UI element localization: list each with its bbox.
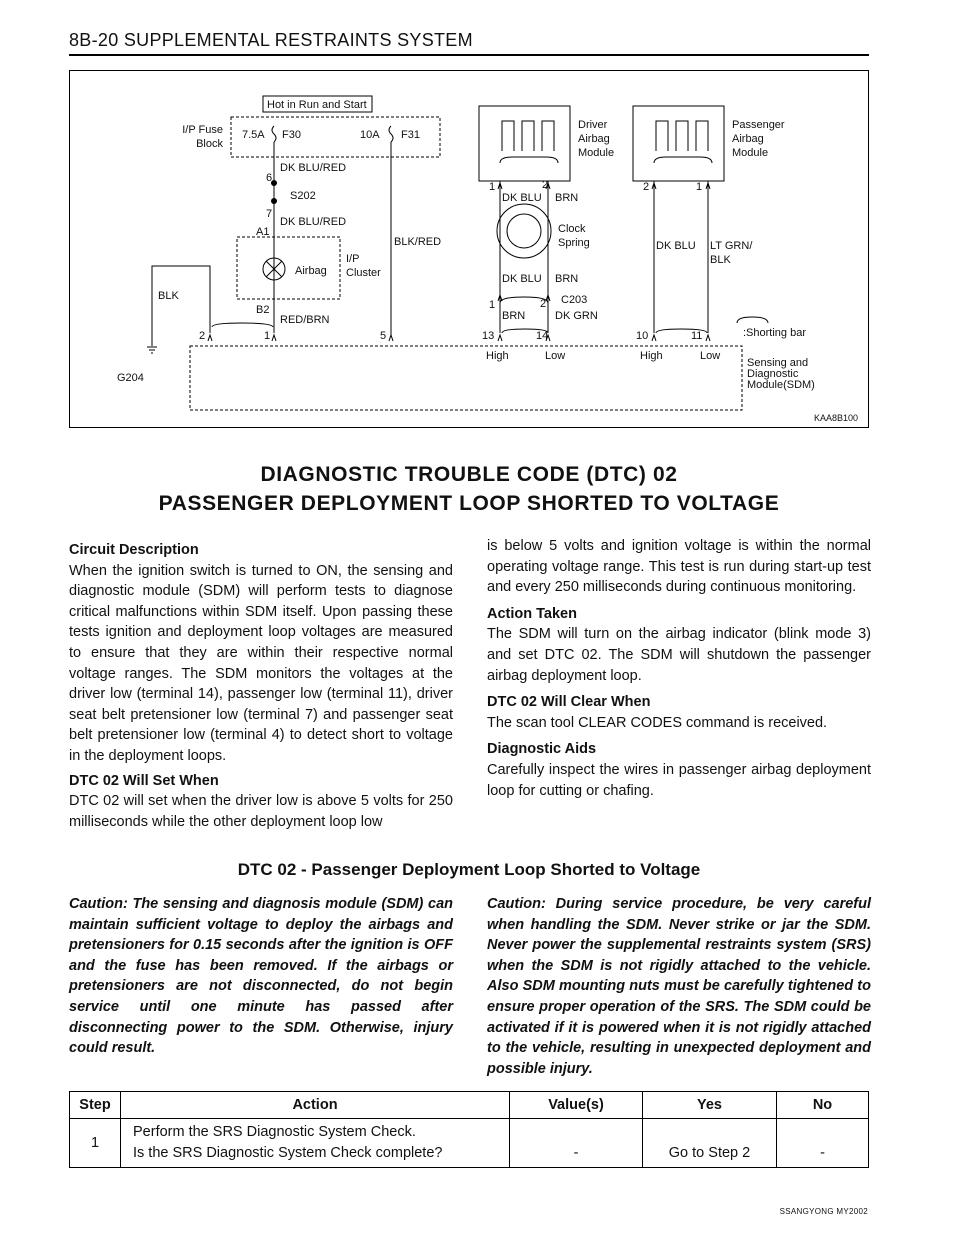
wiring-diagram-svg bbox=[70, 71, 870, 429]
driver-module-box bbox=[479, 106, 570, 181]
wire-brn-3: BRN bbox=[502, 310, 526, 322]
dtc-set-text-continued: is below 5 volts and ignition voltage is within the normal operating voltage range. This test is run during start-up test and every 250 milliseconds during continuous monitoring. bbox=[487, 538, 871, 596]
wire-brn-1: BRN bbox=[555, 192, 579, 204]
high-label-driver: High bbox=[486, 350, 509, 362]
clock-spring-label-1: Clock bbox=[558, 223, 586, 235]
wire-blk: BLK bbox=[158, 290, 179, 302]
fuse-f31-symbol bbox=[389, 126, 393, 142]
action-taken-heading: Action Taken bbox=[487, 605, 577, 622]
passenger-module-label-1: Passenger bbox=[732, 119, 785, 131]
row-step: 1 bbox=[70, 1119, 121, 1168]
row-action-line-1: Perform the SRS Diagnostic System Check. bbox=[133, 1124, 416, 1140]
sdm-pin-14: 14 bbox=[536, 330, 549, 342]
ground-g204: G204 bbox=[117, 372, 144, 384]
fuse-f30-symbol bbox=[272, 126, 276, 142]
fuse-f31-amp: 10A bbox=[360, 129, 380, 141]
c203-pin-2: 2 bbox=[540, 298, 547, 310]
pin-7: 7 bbox=[266, 208, 273, 220]
row-action-line-2: Is the SRS Diagnostic System Check complete? bbox=[133, 1145, 443, 1161]
page-header bbox=[69, 30, 869, 56]
dtc-clear-text: The scan tool CLEAR CODES command is received. bbox=[487, 714, 828, 731]
header-values: Value(s) bbox=[510, 1092, 643, 1119]
b2-label: B2 bbox=[256, 304, 270, 316]
ip-cluster-label-1: I/P bbox=[346, 253, 360, 265]
right-column bbox=[487, 536, 871, 807]
fuse-block-label-1: I/P Fuse bbox=[182, 124, 223, 136]
driver-module-label-2: Airbag bbox=[578, 133, 610, 145]
fuse-block-label-2: Block bbox=[196, 138, 223, 150]
wire-brn-2: BRN bbox=[555, 273, 579, 285]
wire-redbrn: RED/BRN bbox=[280, 314, 330, 326]
sdm-label-3: Module(SDM) bbox=[747, 379, 815, 391]
wire-dkblu-2: DK BLU bbox=[502, 273, 542, 285]
passenger-module-label-2: Airbag bbox=[732, 133, 764, 145]
row-yes: Go to Step 2 bbox=[643, 1119, 777, 1168]
page-header-title: 8B-20 SUPPLEMENTAL RESTRAINTS SYSTEM bbox=[69, 30, 473, 50]
splice-s202: S202 bbox=[290, 190, 316, 202]
clock-spring-symbol bbox=[497, 204, 551, 258]
fuse-f30-id: F30 bbox=[282, 129, 301, 141]
figure-id: KAA8B100 bbox=[814, 413, 859, 423]
sdm-label-2: Diagnostic bbox=[747, 368, 799, 380]
a1-label: A1 bbox=[256, 226, 270, 238]
low-label-driver: Low bbox=[545, 350, 566, 362]
ip-cluster-label-2: Cluster bbox=[346, 267, 381, 279]
header-step: Step bbox=[70, 1092, 121, 1119]
passenger-module-box bbox=[633, 106, 724, 181]
low-label-passenger: Low bbox=[700, 350, 721, 362]
wiring-diagram bbox=[69, 70, 869, 428]
sdm-pin-11: 11 bbox=[691, 330, 703, 342]
connector-c203: C203 bbox=[561, 294, 588, 306]
sdm-pin-2: 2 bbox=[199, 330, 206, 342]
driver-module-label-1: Driver bbox=[578, 119, 608, 131]
dtc-set-text: DTC 02 will set when the driver low is above 5 volts for 250 milliseconds while the other deployment loop low bbox=[69, 793, 453, 830]
airbag-lamp-label: Airbag bbox=[295, 265, 327, 277]
driver-module-label-3: Module bbox=[578, 147, 615, 159]
dtc-title-line-1: DIAGNOSTIC TROUBLE CODE (DTC) 02 bbox=[260, 463, 678, 486]
diagnostic-table bbox=[69, 1091, 869, 1168]
caution-right: Caution: During service procedure, be very careful when handling the SDM. Never strike or jar the SDM. Never power the supplemental restraints system (SRS) when the SDM is not rigidly attached to the vehicle. Also SDM mounting nuts must be carefully tightened to ensure proper operation of the SRS. The SDM could be activated if it is powered when it is not rigidly attached to the vehicle, resulting in unexpected deployment and possible injury. bbox=[487, 896, 871, 1077]
table-row bbox=[70, 1119, 869, 1168]
page-footer: SSANGYONG MY2002 bbox=[779, 1207, 868, 1216]
high-label-passenger: High bbox=[640, 350, 663, 362]
dtc-clear-heading: DTC 02 Will Clear When bbox=[487, 694, 651, 711]
table-title: DTC 02 - Passenger Deployment Loop Shorted to Voltage bbox=[237, 860, 701, 879]
circuit-description-heading: Circuit Description bbox=[69, 542, 199, 558]
dtc-title bbox=[69, 460, 869, 518]
row-value: - bbox=[510, 1119, 643, 1168]
wire-dkgrn: DK GRN bbox=[555, 310, 598, 322]
hot-label: Hot in Run and Start bbox=[267, 99, 367, 111]
wire-dkblured-top: DK BLU/RED bbox=[280, 162, 347, 174]
row-no: - bbox=[777, 1119, 869, 1168]
passenger-module-label-3: Module bbox=[732, 147, 769, 159]
clock-spring-label-2: Spring bbox=[558, 237, 590, 249]
header-action: Action bbox=[121, 1092, 510, 1119]
circuit-description-text: When the ignition switch is turned to ON, the sensing and diagnostic module (SDM) will perform tests to diagnose critical malfunctions within SDM itself. Upon passing these tests ignition and deployment loop voltages are measured to ensure that they are within their respective normal voltage ranges. The SDM monitors the voltages at the driver low (terminal 14), passenger low (terminal 11), driver seat belt pretensioner low (terminal 7) and passenger seat belt pretensioner low (terminal 4) to detect short to voltage in the deployment loops. bbox=[69, 562, 453, 764]
fuse-f30-amp: 7.5A bbox=[242, 129, 265, 141]
passenger-pin-1: 1 bbox=[696, 181, 703, 193]
dtc-title-line-2: PASSENGER DEPLOYMENT LOOP SHORTED TO VOLTAGE bbox=[158, 492, 780, 515]
header-yes: Yes bbox=[643, 1092, 777, 1119]
action-taken-text: The SDM will turn on the airbag indicator (blink mode 3) and set DTC 02. The SDM will shutdown the passenger airbag deployment loop. bbox=[487, 626, 871, 684]
pin-6: 6 bbox=[266, 172, 273, 184]
shorting-bar-label: :Shorting bar bbox=[743, 327, 806, 339]
c203-pin-1: 1 bbox=[489, 299, 496, 311]
sdm-pin-10: 10 bbox=[636, 330, 649, 342]
dtc-set-heading: DTC 02 Will Set When bbox=[69, 772, 219, 789]
wire-blkred: BLK/RED bbox=[394, 236, 442, 248]
diagnostic-aids-heading: Diagnostic Aids bbox=[487, 741, 597, 758]
left-column bbox=[69, 536, 453, 836]
caution-left: Caution: The sensing and diagnosis module (SDM) can maintain sufficient voltage to deploy the airbags and pretensioners for 0.15 seconds after the ignition is OFF and the fuse has been removed. If the airbags or pretensioners are not disconnected, do not begin service until one minute has passed after disconnecting power to the SDM. Otherwise, injury could result. bbox=[69, 896, 453, 1057]
header-no: No bbox=[777, 1092, 869, 1119]
wire-dkblu-1: DK BLU bbox=[502, 192, 542, 204]
passenger-pin-2: 2 bbox=[643, 181, 650, 193]
diagnostic-aids-text: Carefully inspect the wires in passenger airbag deployment loop for cutting or chafing. bbox=[487, 761, 871, 799]
row-action bbox=[121, 1119, 510, 1168]
driver-pin-1: 1 bbox=[489, 181, 496, 193]
wire-ltgrnblk-1: LT GRN/ bbox=[710, 240, 753, 252]
wire-dkblured-bottom: DK BLU/RED bbox=[280, 216, 347, 228]
wire-ltgrnblk-2: BLK bbox=[710, 254, 731, 266]
table-header-row bbox=[70, 1092, 869, 1119]
sdm-label-1: Sensing and bbox=[747, 357, 809, 369]
wire-dkblu-passenger: DK BLU bbox=[656, 240, 696, 252]
driver-pin-2: 2 bbox=[542, 179, 549, 191]
sdm-pin-5: 5 bbox=[380, 330, 387, 342]
sdm-pin-13: 13 bbox=[482, 330, 495, 342]
fuse-f31-id: F31 bbox=[401, 129, 420, 141]
sdm-pin-1: 1 bbox=[264, 330, 271, 342]
